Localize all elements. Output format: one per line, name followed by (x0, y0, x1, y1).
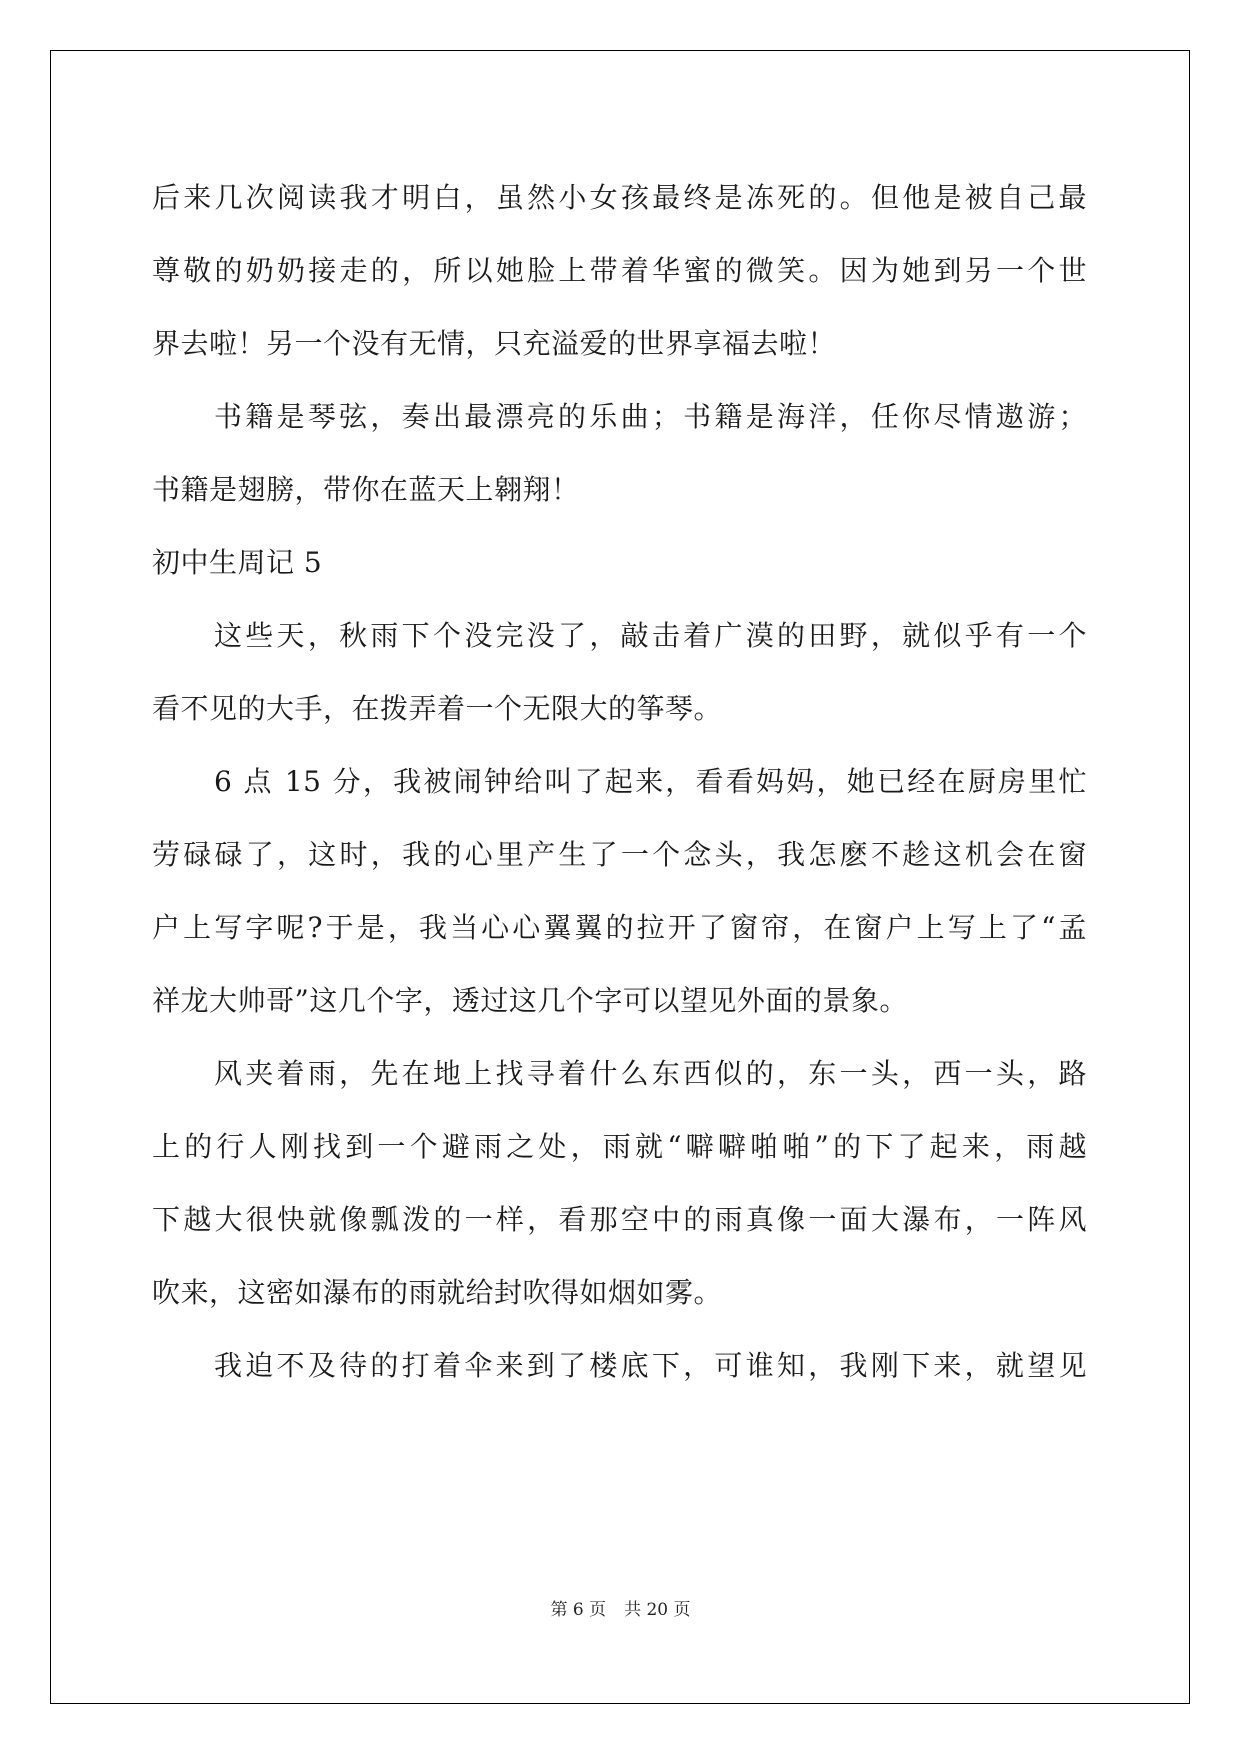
paragraph-2-line-1: 书籍是琴弦，奏出最漂亮的乐曲；书籍是海洋，任你尽情遨游； (214, 400, 1087, 433)
paragraph-5-line-2: 劳碌碌了，这时，我的心里产生了一个念头，我怎麽不趁这机会在窗 (152, 838, 1087, 871)
document-body (152, 161, 1087, 1402)
page-total: 共 20 页 (624, 1600, 691, 1620)
paragraph-5-line-4: 祥龙大帅哥”这几个字，透过这几个字可以望见外面的景象。 (152, 984, 908, 1017)
paragraph-2-line-2: 书籍是翅膀，带你在蓝天上翱翔！ (152, 473, 580, 506)
paragraph-5-line-1: 6 点 15 分，我被闹钟给叫了起来，看看妈妈，她已经在厨房里忙 (214, 765, 1087, 798)
paragraph-6-line-2: 上的行人刚找到一个避雨之处，雨就“噼噼啪啪”的下了起来，雨越 (152, 1130, 1087, 1163)
paragraph-6-line-4: 吹来，这密如瀑布的雨就给封吹得如烟如雾。 (152, 1276, 723, 1309)
paragraph-6-line-1: 风夹着雨，先在地上找寻着什么东西似的，东一头，西一头，路 (214, 1057, 1087, 1090)
paragraph-5-line-3: 户上写字呢?于是，我当心心翼翼的拉开了窗帘，在窗户上写上了“孟 (152, 911, 1087, 944)
paragraph-4-line-1: 这些天，秋雨下个没完没了，敲击着广漠的田野，就似乎有一个 (214, 619, 1087, 652)
section-heading: 初中生周记 5 (152, 546, 323, 579)
paragraph-7-line-1: 我迫不及待的打着伞来到了楼底下，可谁知，我刚下来，就望见 (214, 1349, 1087, 1382)
paragraph-1-line-1: 后来几次阅读我才明白，虽然小女孩最终是冻死的。但他是被自己最 (152, 181, 1087, 214)
paragraph-6-line-3: 下越大很快就像瓢泼的一样，看那空中的雨真像一面大瀑布，一阵风 (152, 1203, 1087, 1236)
paragraph-1-line-3: 界去啦！另一个没有无情，只充溢爱的世界享福去啦！ (152, 327, 837, 360)
page-footer (0, 1598, 1241, 1622)
page-number: 第 6 页 (550, 1600, 607, 1620)
paragraph-4-line-2: 看不见的大手，在拨弄着一个无限大的筝琴。 (152, 692, 723, 725)
paragraph-1-line-2: 尊敬的奶奶接走的，所以她脸上带着华蜜的微笑。因为她到另一个世 (152, 254, 1087, 287)
